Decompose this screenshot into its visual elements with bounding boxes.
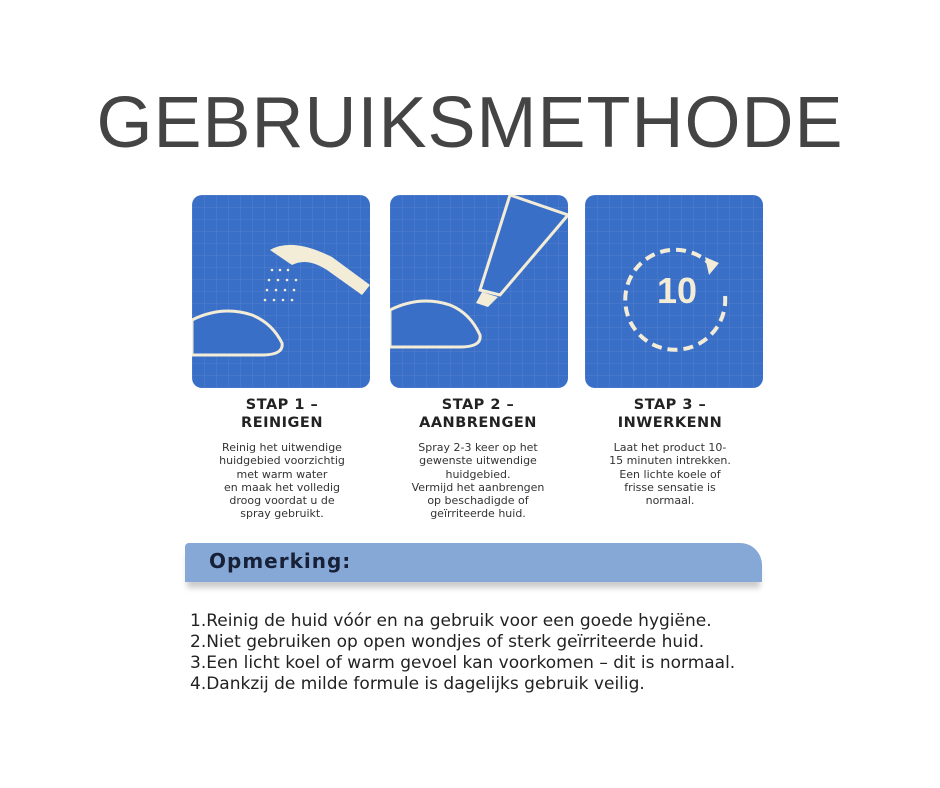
step-title-line2: INWERKENN xyxy=(617,415,723,431)
step-2-illustration xyxy=(390,195,568,388)
tube-icon xyxy=(390,195,568,388)
timer-label: 10 xyxy=(656,270,698,311)
note-item: 3.Een licht koel of warm gevoel kan voorkomen – dit is normaal. xyxy=(190,653,736,673)
step-title-line2: AANBRENGEN xyxy=(419,415,537,431)
note-item: 4.Dankzij de milde formule is dagelijks gebruik veilig. xyxy=(190,674,645,694)
step-description: Laat het product 10- 15 minuten intrekken. Een lichte koele of frisse sensatie is normaal. xyxy=(609,441,731,508)
step-description: Reinig het uitwendige huidgebied voorzichtig met warm water en maak het volledig droog voordat u de spray gebruikt. xyxy=(219,441,345,521)
step-title-line1: STAP 2 – xyxy=(441,397,515,413)
note-heading: Opmerking: xyxy=(209,549,352,573)
timer-icon xyxy=(585,195,763,388)
step-title-line2: REINIGEN xyxy=(241,415,323,431)
step-title-line1: STAP 3 – xyxy=(633,397,707,413)
step-1 xyxy=(182,396,382,521)
step-1-illustration xyxy=(192,195,370,388)
note-banner xyxy=(185,543,762,582)
step-2 xyxy=(378,396,578,521)
note-list xyxy=(190,611,735,695)
page-title: GEBRUIKSMETHODE xyxy=(96,83,844,163)
note-item: 2.Niet gebruiken op open wondjes of sterk geïrriteerde huid. xyxy=(190,632,705,652)
step-3 xyxy=(570,396,770,507)
note-item: 1.Reinig de huid vóór en na gebruik voor een goede hygiëne. xyxy=(190,611,712,631)
step-description: Spray 2-3 keer op het gewenste uitwendige huidgebied. Vermijd het aanbrengen op beschadigde of geïrriteerde huid. xyxy=(411,441,545,521)
step-title-line1: STAP 1 – xyxy=(245,397,319,413)
shower-icon xyxy=(192,195,370,388)
step-3-illustration xyxy=(585,195,763,388)
